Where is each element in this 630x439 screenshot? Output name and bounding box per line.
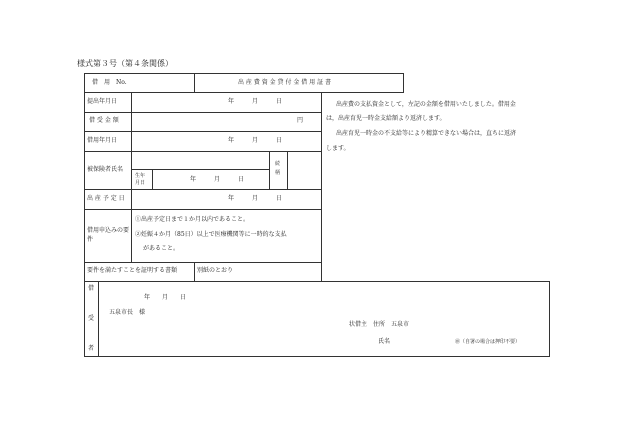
application-date-value[interactable]: 年 月 日 [228,98,283,105]
relation-divider-left [269,151,270,189]
borrower-address[interactable]: 状借主 住所 五泉市 [349,321,410,328]
requirement-item-2-cont: があること。 [143,245,180,252]
requirement-item-2: ②妊娠４か月（85日）以上で医療機関等に一時的な支払 [135,231,287,238]
addressee: 五泉市長 様 [109,309,146,316]
header-divider [194,73,195,93]
insured-name-label: 被保険者氏名 [87,166,124,173]
row-separator [84,189,322,190]
relation-divider-right [287,151,288,189]
loan-amount-unit[interactable]: 円 [297,117,304,124]
document-title: 出 産 費 資 金 貸 付 金 借 用 証 書 [238,79,331,86]
due-date-label: 出 産 予 定 日 [87,195,125,202]
birth-date-label: 生年月日 [135,173,146,186]
row-separator [84,209,322,210]
proof-docs-label: 要件を満たすことを証明する書類 [87,267,178,274]
seal-note: ㊞（自署の場合は押印不要） [455,339,521,345]
borrower-section [84,281,550,357]
loan-amount-label: 借 受 金 額 [89,117,119,124]
application-date-label: 提出年月日 [87,98,118,105]
statement-line-3: 出産育児一時金の不支給等により精算できない場合は，直ちに返済 [336,130,517,137]
form-title: 様式第３号（第４条関係） [77,59,173,68]
proof-docs-divider [194,262,195,282]
statement-line-4: します。 [326,145,350,152]
row-separator [84,262,322,263]
proof-docs-value: 別紙のとおり [197,267,234,274]
borrower-side-label-2: 受 [88,315,95,322]
row-separator [84,112,322,113]
statement-line-2: は，出産育児一時金支給額より返済します。 [326,115,446,122]
label-column-divider [131,92,132,262]
row-separator [84,131,322,132]
requirement-item-1: ①出産予定日まで１か月以内であること。 [135,216,250,223]
birth-label-divider [152,169,153,189]
borrower-side-label-1: 借 [88,285,95,292]
statement-line-1: 出産費の支払資金として，左記の金額を借用いたしました。借用金 [336,101,516,108]
borrower-name-label[interactable]: 氏名 [378,338,391,345]
requirements-label: 借用申込みの要件 [87,227,130,243]
relation-label: 続柄 [275,161,281,176]
borrower-date[interactable]: 年 月 日 [144,294,187,301]
birth-date-value[interactable]: 年 月 日 [190,176,245,183]
loan-date-value[interactable]: 年 月 日 [228,137,283,144]
loan-no-label: 借 用 No. [92,79,127,86]
borrower-side-label-3: 者 [88,345,95,352]
loan-date-label: 借用年月日 [87,137,118,144]
borrower-label-divider [98,281,99,357]
due-date-value[interactable]: 年 月 日 [228,195,283,202]
